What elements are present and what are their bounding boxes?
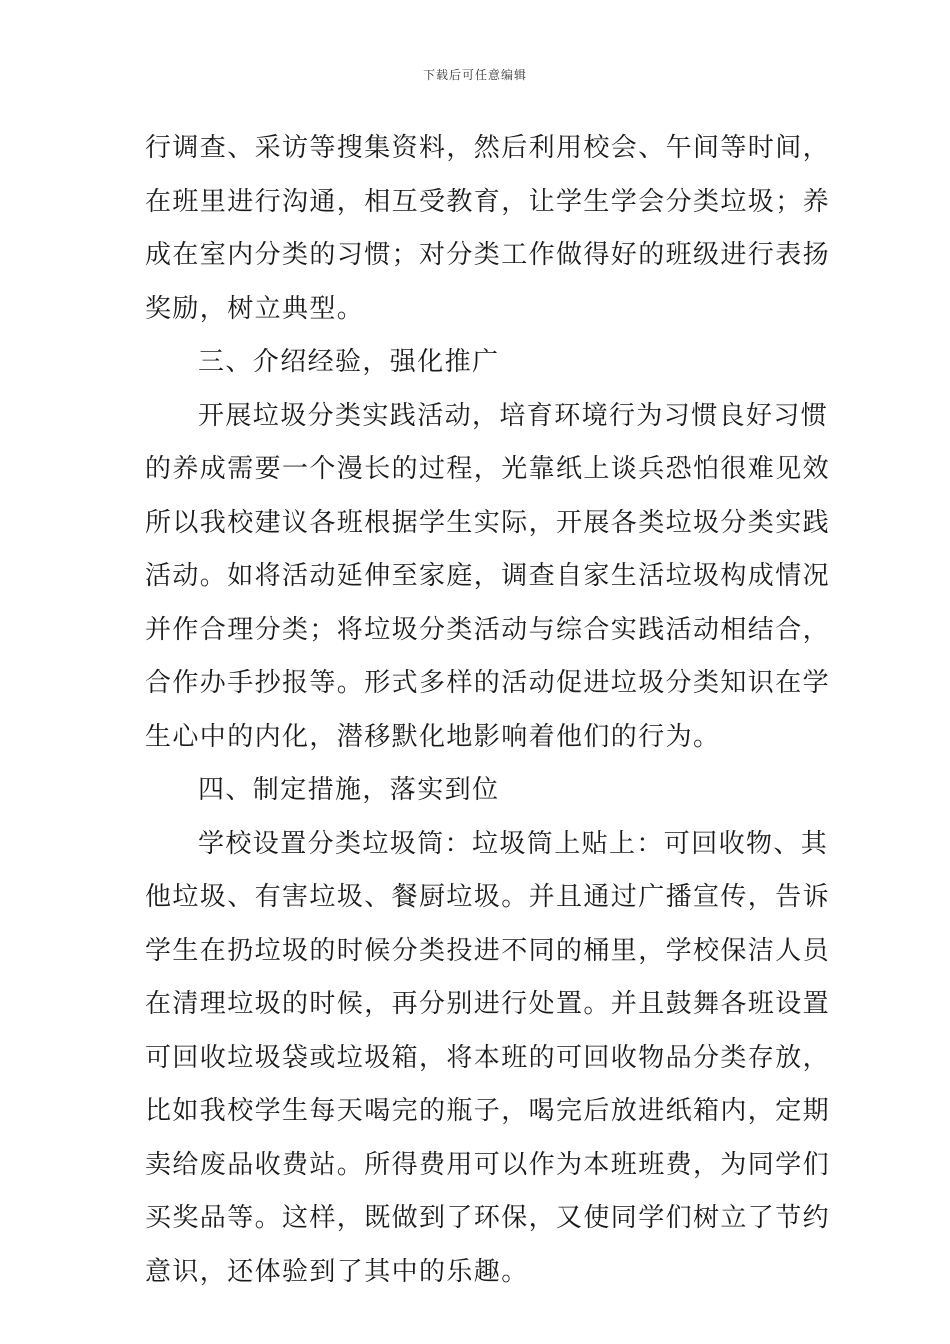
text-line: 学校设置分类垃圾筒：垃圾筒上贴上：可回收物、其 xyxy=(198,828,829,859)
text-line: 卖给废品收费站。所得费用可以作为本班班费，为同学们 xyxy=(145,1149,831,1180)
text-line: 学生在扔垃圾的时候分类投进不同的桶里，学校保洁人员 xyxy=(145,935,831,966)
text-line: 买奖品等。这样，既做到了环保，又使同学们树立了节约 xyxy=(145,1203,831,1233)
text-line: 的养成需要一个漫长的过程，光靠纸上谈兵恐怕很难见效 xyxy=(145,454,831,484)
document-body xyxy=(145,122,831,1299)
text-line: 活动。如将活动延伸至家庭，调查自家生活垃圾构成情况 xyxy=(145,561,831,591)
text-line: 他垃圾、有害垃圾、餐厨垃圾。并且通过广播宣传，告诉 xyxy=(145,882,831,912)
text-line: 生心中的内化，潜移默化地影响着他们的行为。 xyxy=(145,721,721,752)
text-line: 合作办手抄报等。形式多样的活动促进垃圾分类知识在学 xyxy=(145,668,831,698)
text-line: 开展垃圾分类实践活动，培育环境行为习惯良好习惯 xyxy=(198,400,829,431)
text-line: 三、介绍经验，强化推广 xyxy=(198,347,500,377)
page-header: 下载后可任意编辑 xyxy=(422,68,527,82)
text-line: 奖励，树立典型。 xyxy=(145,293,365,324)
text-line: 所以我校建议各班根据学生实际，开展各类垃圾分类实践 xyxy=(145,507,831,538)
text-line: 可回收垃圾袋或垃圾箱，将本班的可回收物品分类存放， xyxy=(145,1042,831,1073)
text-line: 行调查、采访等搜集资料，然后利用校会、午间等时间， xyxy=(145,133,831,163)
text-line: 四、制定措施，落实到位 xyxy=(198,775,500,805)
text-line: 意识，还体验到了其中的乐趣。 xyxy=(145,1256,529,1287)
text-line: 比如我校学生每天喝完的瓶子，喝完后放进纸箱内，定期 xyxy=(145,1096,831,1126)
text-line: 在班里进行沟通，相互受教育，让学生学会分类垃圾；养 xyxy=(145,186,831,217)
text-line: 在清理垃圾的时候，再分别进行处置。并且鼓舞各班设置 xyxy=(145,989,831,1019)
text-line: 成在室内分类的习惯；对分类工作做得好的班级进行表扬 xyxy=(145,240,831,270)
text-line: 并作合理分类；将垃圾分类活动与综合实践活动相结合， xyxy=(145,614,831,645)
